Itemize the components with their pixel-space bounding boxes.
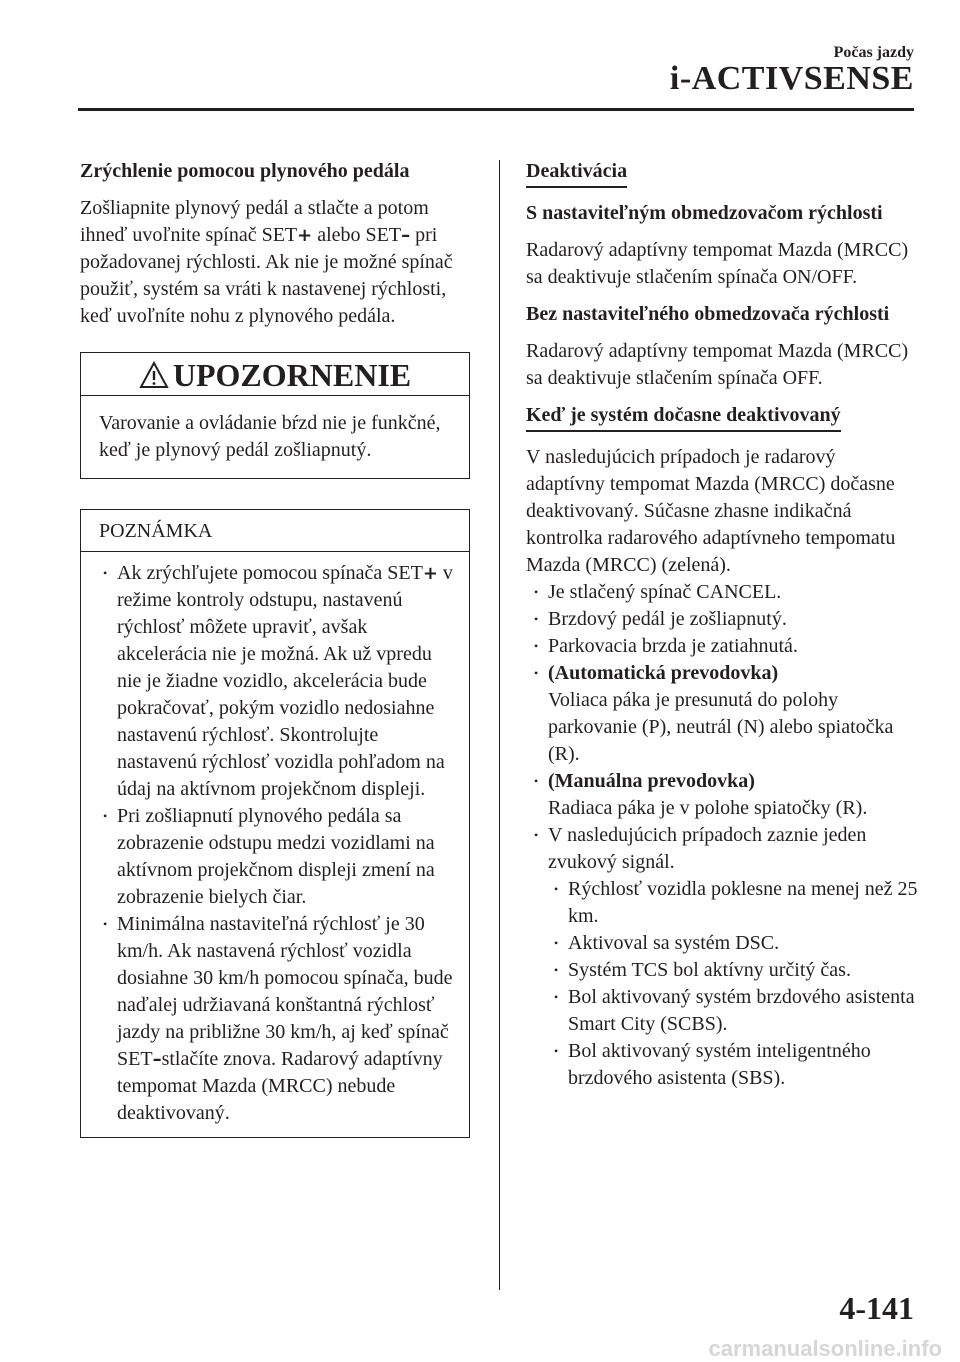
note-item: • Ak zrýchľujete pomocou spínača SET+ v režime kontroly odstupu, nastavenú rýchlosť môžete upraviť, avšak akcelerácia nie je možná. Ak už vpredu nie je žiadne vozidlo, akcelerácia bude pokračovať, pokým vozidlo nedosiahne nastavenú rýchlosť. Skontrolujte nastavenú rýchlosť vozidla pohľadom na údaj na aktívnom projekčnom displeji. (95, 560, 455, 803)
warning-header (81, 353, 469, 396)
deactivate-text-2: Radarový adaptívny tempomat Mazda (MRCC) sa deaktivuje stlačením spínača OFF. (526, 340, 909, 389)
left-column (80, 158, 470, 1138)
temporary-deactivation-text: V nasledujúcich prípadoch je radarový adaptívny tempomat Mazda (MRCC) dočasne deaktivovaný. Súčasne zhasne indikačná kontrolka radarového adaptívneho tempomatu Mazda (MRCC) (zelená). (526, 446, 896, 576)
plus-symbol: + (297, 225, 313, 246)
warning-text: Varovanie a ovládanie bŕzd nie je funkčné, keď je plynový pedál zošliapnutý. (99, 412, 441, 461)
deactivation-heading: Deaktivácia (526, 158, 627, 188)
list-item: • Bol aktivovaný systém brzdového asistenta Smart City (SCBS). (546, 984, 918, 1038)
list-item: • Brzdový pedál je zošliapnutý. (526, 606, 918, 633)
accelerate-paragraph: Zošliapnite plynový pedál a stlačte a potom ihneď uvoľnite spínač SET+ alebo SET– pri požadovanej rýchlosti. Ak nie je možné spínač použiť, systém sa vráti k nastavenej rýchlosti, keď uvoľníte nohu z plynového pedála. (80, 197, 453, 327)
deactivation-cases-list (526, 579, 918, 822)
list-item: • Rýchlosť vozidla poklesne na menej než 25 km. (546, 876, 918, 930)
beep-list (526, 822, 918, 876)
temporary-deactivation-heading: Keď je systém dočasne deaktivovaný (526, 402, 841, 432)
page-number: 4-141 (839, 1290, 914, 1326)
subheading-with-limiter: S nastaviteľným obmedzovačom rýchlosti (526, 202, 883, 224)
note-item: • Minimálna nastaviteľná rýchlosť je 30 km/h. Ak nastavená rýchlosť vozidla dosiahne 30 km/h pomocou spínača, bude naďalej udržiavaná konštantná rýchlosť jazdy na približne 30 km/h, aj keď spínač SET–stlačíte znova. Radarový adaptívny tempomat Mazda (MRCC) nebude deaktivovaný. (95, 911, 455, 1127)
right-column (526, 158, 918, 1092)
section-label: Počas jazdy (833, 44, 914, 61)
warning-title: UPOZORNENIE (172, 356, 412, 393)
minus-symbol: – (401, 225, 411, 246)
watermark: carmanualsonline.info (708, 1336, 942, 1361)
section-heading: Zrýchlenie pomocou plynového pedála (80, 160, 410, 182)
warning-box (80, 352, 470, 479)
list-item: • Parkovacia brzda je zatiahnutá. (526, 633, 918, 660)
note-item: • Pri zošliapnutí plynového pedála sa zobrazenie odstupu medzi vozidlami na aktívnom projekčnom displeji zmení na zobrazenie bielych čiar. (95, 803, 455, 911)
list-item: • (Automatická prevodovka) Voliaca páka je presunutá do polohy parkovanie (P), neutrál (N) alebo spiatočka (R). (526, 660, 918, 768)
warning-triangle-icon (139, 361, 169, 389)
list-item: • (Manuálna prevodovka) Radiaca páka je v polohe spiatočky (R). (526, 768, 918, 822)
list-item: • Bol aktivovaný systém inteligentného brzdového asistenta (SBS). (546, 1038, 918, 1092)
note-title: POZNÁMKA (81, 510, 469, 552)
column-divider (499, 160, 500, 1290)
beep-cases-list (546, 876, 918, 1092)
list-item: • V nasledujúcich prípadoch zaznie jeden zvukový signál. (526, 822, 918, 876)
plus-symbol: + (422, 563, 438, 584)
list-item: • Je stlačený spínač CANCEL. (526, 579, 918, 606)
deactivate-text-1: Radarový adaptívny tempomat Mazda (MRCC) sa deaktivuje stlačením spínača ON/OFF. (526, 239, 909, 288)
minus-symbol: – (152, 1049, 162, 1070)
list-item: • Systém TCS bol aktívny určitý čas. (546, 957, 918, 984)
page-title: i-ACTIVSENSE (669, 60, 914, 97)
subheading-without-limiter: Bez nastaviteľného obmedzovača rýchlosti (526, 303, 890, 325)
note-box (80, 509, 470, 1138)
list-item: • Aktivoval sa systém DSC. (546, 930, 918, 957)
header-rule (78, 108, 914, 111)
